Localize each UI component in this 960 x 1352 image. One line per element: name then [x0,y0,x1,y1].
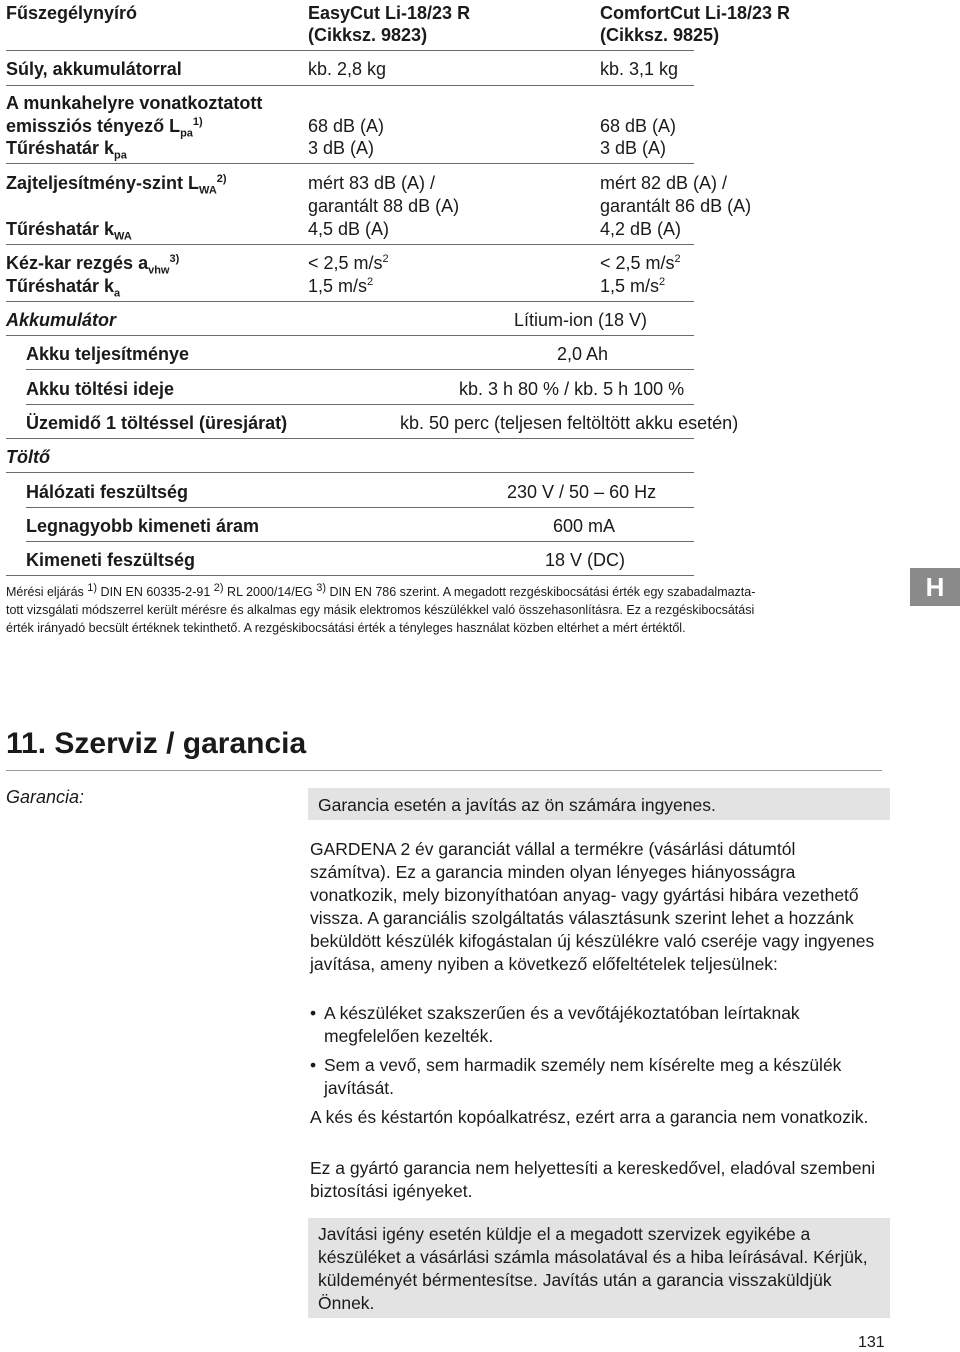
noise-tolerance-model2: 4,2 dB (A) [600,219,682,239]
battery-charge-label: Akku töltési ideje [26,379,175,399]
row-divider [6,438,694,439]
page-number: 131 [858,1334,885,1351]
vibration-tolerance-model2: 1,5 $m/s^2$ [600,276,666,296]
vibration-model2: < 2,5 $m/s^2$ [600,253,681,273]
noise-tolerance-label: Tűréshatár $k_{WA}$ [6,219,132,243]
table-header-label: Fűszegélynyíró [6,3,138,23]
model2-article: (Cikksz. 9825) [600,25,720,45]
row-divider [6,244,694,245]
row-divider [6,301,694,302]
footnote-line3: érték irányadó becsült értéknek tekinthető. A rezgéskibocsátási érték a tényleges használat közben eltérhet a mért értéktől. [6,621,686,635]
row-divider [26,541,694,542]
noise-model2-line1: mért 82 dB (A) / [600,173,728,193]
footnote-line1: Mérési eljárás $^{1)}$ DIN EN 60335-2-91 $^{2)}$ RL 2000/14/EG $^{3)}$ DIN EN 786 szerint. A megadott rezgéskibocsátási érték egy szabadalmazta- [6,581,756,599]
row-divider [6,50,694,51]
row-divider [26,507,694,508]
noise-model1-line1: mért 83 dB (A) / [308,173,436,193]
charger-current-value: 600 mA [553,516,616,536]
emission-tolerance-model2: 3 dB (A) [600,138,667,158]
battery-capacity-value: 2,0 Ah [557,344,609,364]
noise-model1-line2: garantált 88 dB (A) [308,196,460,216]
model2-name: ComfortCut Li-18/23 R [600,3,791,23]
section-title: 11. Szerviz / garancia [6,727,307,760]
battery-capacity-label: Akku teljesítménye [26,344,190,364]
vibration-label: Kéz-kar rezgés $a_{vhw}^{3)}$ [6,253,180,277]
charger-section-label: Töltő [6,447,50,467]
emission-tolerance-label: Tűréshatár $k_{pa}$ [6,138,127,162]
garancia-label: Garancia: [6,787,85,807]
noise-model2-line2: garantált 86 dB (A) [600,196,752,216]
weight-model1: kb. 2,8 kg [308,59,387,79]
wear-parts-paragraph: A kés és késtartón kopóalkatrész, ezért arra a garancia nem vonatkozik. [310,1107,869,1127]
row-divider [6,472,694,473]
vibration-tolerance-label: Tűréshatár $k_a$ [6,276,121,300]
footnote-line2: tott vizsgálati módszerrel került mérésre és alkalmas egy másik elektromos készülékkel való összehasonlításra. Ez a rezgéskibocsátási [6,603,755,617]
noise-label: Zajteljesítmény-szint $L_{WA}^{2)}$ [6,173,227,197]
bullet-icon: • [310,1003,317,1023]
charger-output-label: Kimeneti feszültség [26,550,196,570]
section-rule [6,770,882,771]
language-tab: H [910,568,960,606]
model1-name: EasyCut Li-18/23 R [308,3,471,23]
emission-label-line2: emissziós tényező $L_{pa}^{1)}$ [6,116,203,140]
battery-type-value: Lítium-ion (18 V) [514,310,648,330]
charger-voltage-label: Hálózati feszültség [26,482,189,502]
row-divider [26,404,694,405]
insurance-paragraph: Ez a gyártó garancia nem helyettesíti a kereskedővel, eladóval szembeni biztosítási igényeket. [310,1158,876,1201]
model1-article: (Cikksz. 9823) [308,25,428,45]
battery-runtime-value: kb. 50 perc (teljesen feltöltött akku esetén) [400,413,739,433]
warranty-paragraph: GARDENA 2 év garanciát vállal a termékre (vásárlási dátumtól számítva). Ez a garancia minden olyan lényeges hiányosságra vonatkozik, mely bizonyíthatóan anyag- vagy gyártási hibára vezethető vissza. A garanciális szolgáltatás választásunk szerint lehet a hozzánk beküldött készülék kifogástalan új készülékre való cseréje vagy ingyenes javítása, ameny nyiben a következő előfeltételek teljesülnek: [310,839,875,974]
emission-model1: 68 dB (A) [308,116,385,136]
highlight-text: Garancia esetén a javítás az ön számára ingyenes. [318,795,716,815]
notice-text: Javítási igény esetén küldje el a megadott szervizek egyikébe a készüléket a vásárlási számla másolatával és a hiba leírásával. Kérjük, küldeményét bérmentesítse. Javítás után a garancia visszaküldjük Önnek. [318,1224,868,1313]
bullet-icon: • [310,1055,317,1075]
emission-model2: 68 dB (A) [600,116,677,136]
charger-current-label: Legnagyobb kimeneti áram [26,516,260,536]
footnote [6,583,886,637]
weight-model2: kb. 3,1 kg [600,59,679,79]
vibration-model1: < 2,5 $m/s^2$ [308,253,389,273]
noise-tolerance-model1: 4,5 dB (A) [308,219,390,239]
row-divider [6,85,694,86]
row-divider [6,163,694,164]
weight-label: Súly, akkumulátorral [6,59,182,79]
row-divider [6,335,694,336]
charger-voltage-value: 230 V / 50 – 60 Hz [507,482,657,502]
battery-charge-value: kb. 3 h 80 % / kb. 5 h 100 % [459,379,685,399]
battery-section-label: Akkumulátor [6,310,117,330]
emission-tolerance-model1: 3 dB (A) [308,138,375,158]
row-divider [26,369,694,370]
battery-runtime-label: Üzemidő 1 töltéssel (üresjárat) [26,413,288,433]
charger-output-value: 18 V (DC) [545,550,626,570]
row-divider [6,575,694,576]
emission-label-line1: A munkahelyre vonatkoztatott [6,93,263,113]
vibration-tolerance-model1: 1,5 $m/s^2$ [308,276,374,296]
